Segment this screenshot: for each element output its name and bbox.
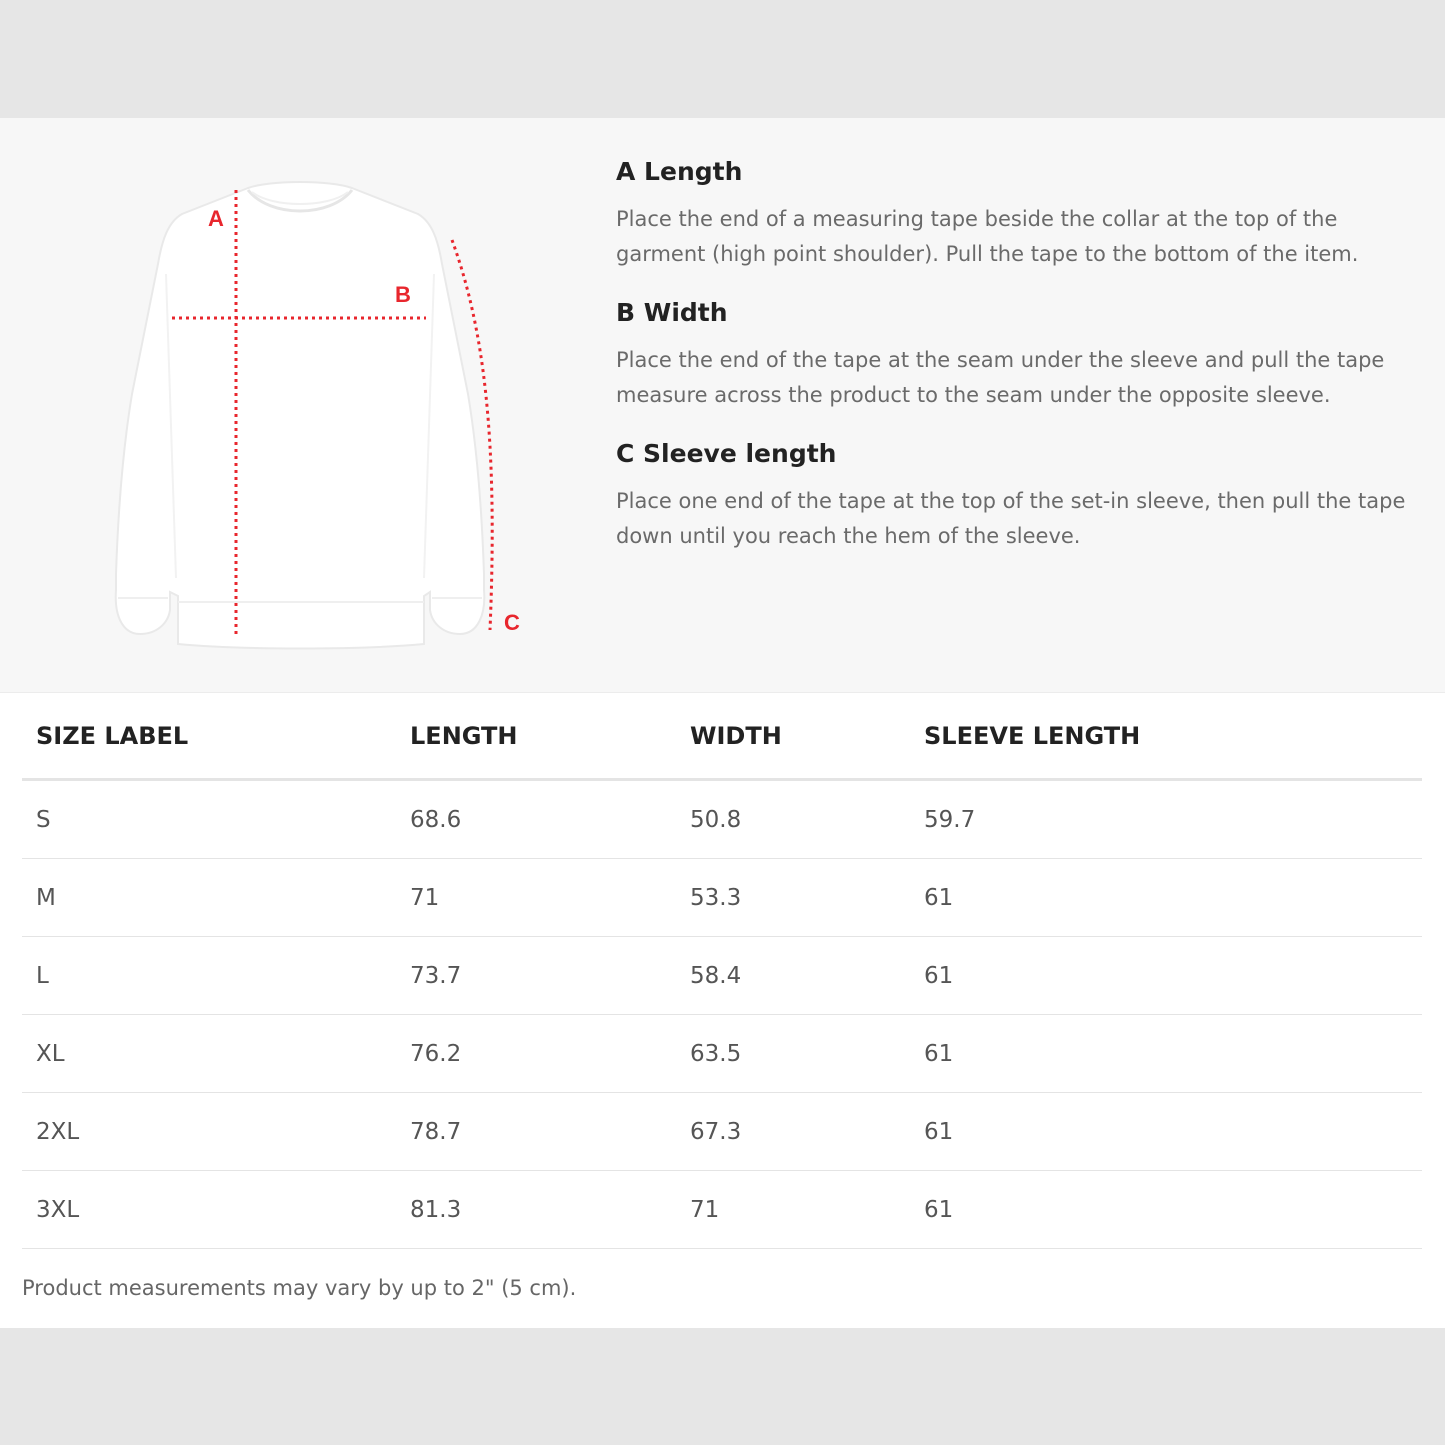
size-table: [22, 693, 1422, 1249]
cell-length: 73.7: [396, 937, 676, 1015]
header-width: WIDTH: [676, 693, 910, 780]
cell-length: 68.6: [396, 780, 676, 859]
table-row: [22, 1015, 1422, 1093]
header-size-label: SIZE LABEL: [22, 693, 396, 780]
measurement-note: Product measurements may vary by up to 2" (5 cm).: [22, 1276, 577, 1300]
cell-sleeve-length: 61: [910, 937, 1422, 1015]
measure-length-title: A Length: [616, 157, 743, 186]
cell-size: XL: [22, 1015, 396, 1093]
measure-width-description: Place the end of the tape at the seam under the sleeve and pull the tape measure across the product to the seam under the opposite sleeve.: [616, 348, 1385, 407]
size-guide-card: [0, 118, 1445, 1328]
cell-sleeve-length: 61: [910, 1093, 1422, 1171]
measuring-guide: [0, 118, 1445, 693]
measure-length: [616, 156, 1416, 271]
cell-size: M: [22, 859, 396, 937]
table-row: [22, 780, 1422, 859]
cell-sleeve-length: 59.7: [910, 780, 1422, 859]
measure-length-description: Place the end of a measuring tape beside the collar at the top of the garment (high point shoulder). Pull the tape to the bottom of the item.: [616, 207, 1359, 266]
measure-width: [616, 297, 1416, 412]
cell-sleeve-length: 61: [910, 1171, 1422, 1249]
cell-sleeve-length: 61: [910, 859, 1422, 937]
marker-c: C: [504, 610, 520, 635]
cell-length: 78.7: [396, 1093, 676, 1171]
cell-width: 58.4: [676, 937, 910, 1015]
cell-width: 63.5: [676, 1015, 910, 1093]
table-row: [22, 859, 1422, 937]
cell-size: L: [22, 937, 396, 1015]
marker-a: A: [208, 206, 224, 231]
cell-size: 3XL: [22, 1171, 396, 1249]
marker-b: B: [395, 282, 411, 307]
cell-length: 71: [396, 859, 676, 937]
measure-sleeve-length-description: Place one end of the tape at the top of the set-in sleeve, then pull the tape down until you reach the hem of the sleeve.: [616, 489, 1406, 548]
sweatshirt-diagram: [100, 178, 540, 658]
cell-width: 71: [676, 1171, 910, 1249]
cell-width: 67.3: [676, 1093, 910, 1171]
cell-sleeve-length: 61: [910, 1015, 1422, 1093]
measure-sleeve-length-title: C Sleeve length: [616, 439, 837, 468]
sweatshirt-illustration: [116, 182, 485, 649]
cell-length: 81.3: [396, 1171, 676, 1249]
cell-width: 53.3: [676, 859, 910, 937]
table-row: [22, 1093, 1422, 1171]
measure-width-title: B Width: [616, 298, 728, 327]
measurement-instructions: [616, 156, 1416, 579]
table-row: [22, 1171, 1422, 1249]
header-sleeve-length: SLEEVE LENGTH: [910, 693, 1422, 780]
size-table-header-row: [22, 693, 1422, 780]
cell-size: 2XL: [22, 1093, 396, 1171]
header-length: LENGTH: [396, 693, 676, 780]
measure-sleeve-length: [616, 438, 1416, 553]
cell-width: 50.8: [676, 780, 910, 859]
table-row: [22, 937, 1422, 1015]
cell-size: S: [22, 780, 396, 859]
cell-length: 76.2: [396, 1015, 676, 1093]
